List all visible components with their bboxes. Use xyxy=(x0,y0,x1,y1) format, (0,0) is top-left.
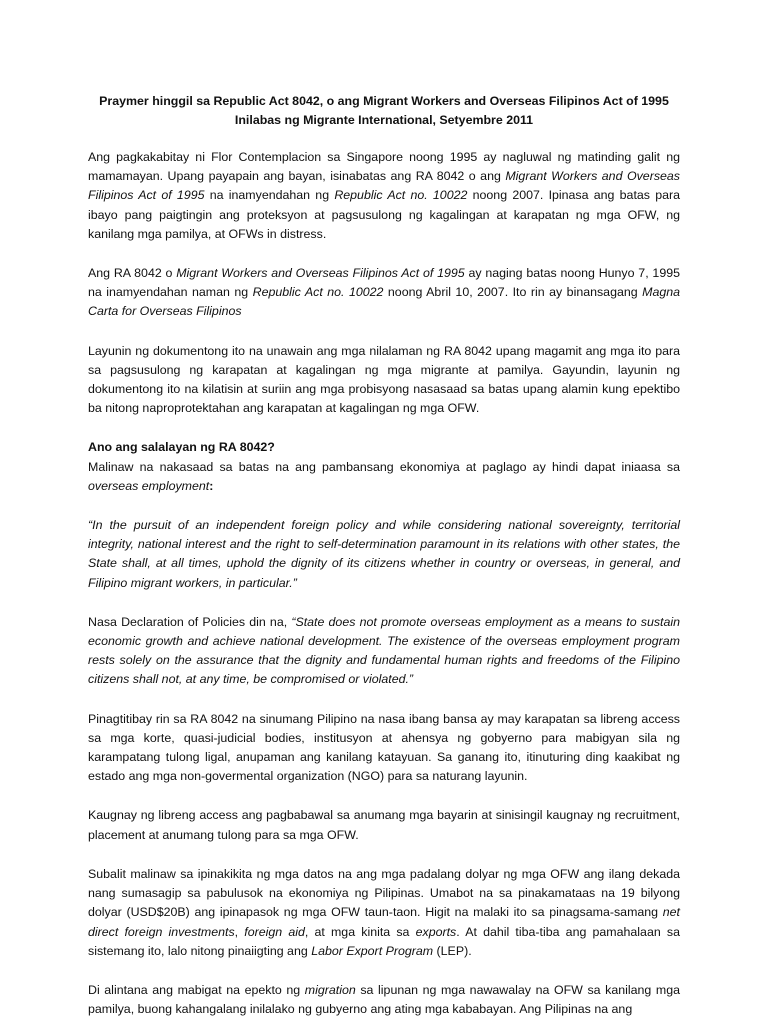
text: Subalit malinaw sa ipinakikita ng mga datos na ang mga padalang dolyar ng mga OFW ang ilang dekada nang sumasagip sa pabulusok na ekonomiya ng Pilipinas. Umabot na sa pinakamataas na 19 bilyong dolyar (USD$20B) ang ipinapasok ng mga OFW taun-taon. Higit na malaki ito sa pinagsama-samang xyxy=(88,866,680,920)
italic-text: exports xyxy=(415,924,457,939)
text: , xyxy=(234,924,245,939)
italic-text: Republic Act no. 10022 xyxy=(252,285,384,300)
italic-quote: “State does not promote overseas employment as a means to sustain economic growth and achieve national development. The existence of the overseas employment program rests solely on the assurance that the dignity and fundamental human rights and freedoms of the Filipino citizens shall not, at any time, be compromised or violated.” xyxy=(88,614,681,687)
paragraph-history xyxy=(88,264,680,322)
paragraph-purpose: Layunin ng dokumentong ito na unawain ang mga nilalaman ng RA 8042 upang magamit ang mga ito para sa pagsusulong ng karapatan at kagalingan ng mga migrante at pamilya. Gayundin, layunin ng dokumentong ito na kilatisin at suriin ang mga probisyong nasasaad sa batas upang alamin kung epektibo ba nitong naproprotektahan ang karapatan at kagalingan ng mga OFW. xyxy=(88,343,680,416)
italic-text: foreign aid xyxy=(244,924,305,939)
italic-quote: “In the pursuit of an independent foreign policy and while considering national sovereignty, territorial integrity, national interest and the right to self-determination paramount in its relations with other states, the State shall, at all times, uphold the dignity of its citizens whether in country or overseas, in general, and Filipino migrant workers, in particular.” xyxy=(88,518,680,590)
paragraph-legal-access: Pinagtitibay rin sa RA 8042 na sinumang Pilipino na nasa ibang bansa ay may karapatan sa libreng access sa mga korte, quasi-judicial bodies, institusyon at ahensya ng gobyerno para mabigyan sila ng karampatang tulong ligal, anupaman ang kanilang katayuan. Sa ganang ito, itinuturing ding kaakibat ng estado ang mga non-govermental organization (NGO) para sa naturang layunin. xyxy=(88,711,680,784)
text: noong 2007. Ipinasa ang batas para ibayo pang paigtingin ang proteksyon at pagsusulong ng kagalingan at karapatan ng mga OFW, ng kanilang mga pamilya, at OFWs in distress. xyxy=(88,188,681,241)
text: Ang pagkakabitay ni Flor Contemplacion sa Singapore noong 1995 ay nagluwal ng matinding galit ng mamamayan. Upang payapain ang bayan, isinabatas ang RA 8042 o ang xyxy=(88,150,680,184)
italic-text: net direct foreign investments xyxy=(88,905,680,939)
paragraph-intro xyxy=(88,148,680,244)
text: , at mga kinita sa xyxy=(304,924,416,939)
paragraph-basis xyxy=(88,458,680,496)
paragraph-remittances xyxy=(88,865,680,961)
italic-text: Magna Carta for Overseas Filipinos xyxy=(88,285,681,319)
title-line-1: Praymer hinggil sa Republic Act 8042, o ang Migrant Workers and Overseas Filipinos Act of 1995 xyxy=(99,94,669,108)
italic-text: Migrant Workers and Overseas Filipinos Act of 1995 xyxy=(176,266,465,281)
italic-text: Migrant Workers and Overseas Filipinos Act of 1995 xyxy=(88,169,680,203)
text: ay naging batas noong Hunyo 7, 1995 na inamyendahan naman ng xyxy=(88,266,680,300)
text: na inamyendahan ng xyxy=(204,188,335,203)
title-line-2: Inilabas ng Migrante International, Setyembre 2011 xyxy=(234,113,534,127)
text: (LEP). xyxy=(433,943,472,958)
italic-text: Republic Act no. 10022 xyxy=(334,188,468,203)
text: Ang RA 8042 o xyxy=(88,266,177,281)
text: Malinaw na nakasaad sa batas na ang pambansang ekonomiya at paglago ay hindi dapat iniaasa sa xyxy=(88,459,680,474)
section-heading: Ano ang salalayan ng RA 8042? xyxy=(88,440,275,455)
document-title xyxy=(88,92,680,130)
text: sa lipunan ng mga nawawalay na OFW sa kanilang mga pamilya, buong kahangalang inilalako ng gubyerno ang ating mga kababayan. Ang Pilipinas na ang xyxy=(88,982,680,1017)
text: noong Abril 10, 2007. Ito rin ay binansagang xyxy=(383,285,643,300)
quote-policy xyxy=(88,516,680,593)
text: Di alintana ang mabigat na epekto ng xyxy=(88,982,305,997)
italic-text: migration xyxy=(304,982,356,997)
text: . At dahil tiba-tiba ang pamahalaan sa sistemang ito, lalo nitong pinaiigting ang xyxy=(88,924,680,958)
bold-colon: : xyxy=(209,478,214,493)
italic-text: overseas employment xyxy=(88,478,210,493)
italic-text: Labor Export Program xyxy=(311,943,434,958)
paragraph-declaration xyxy=(88,613,680,690)
paragraph-migration xyxy=(88,981,680,1019)
paragraph-fees: Kaugnay ng libreng access ang pagbabawal sa anumang mga bayarin at sinisingil kaugnay ng recruitment, placement at anumang tulong para sa mga OFW. xyxy=(88,808,680,842)
text: Nasa Declaration of Policies din na, xyxy=(88,614,292,629)
